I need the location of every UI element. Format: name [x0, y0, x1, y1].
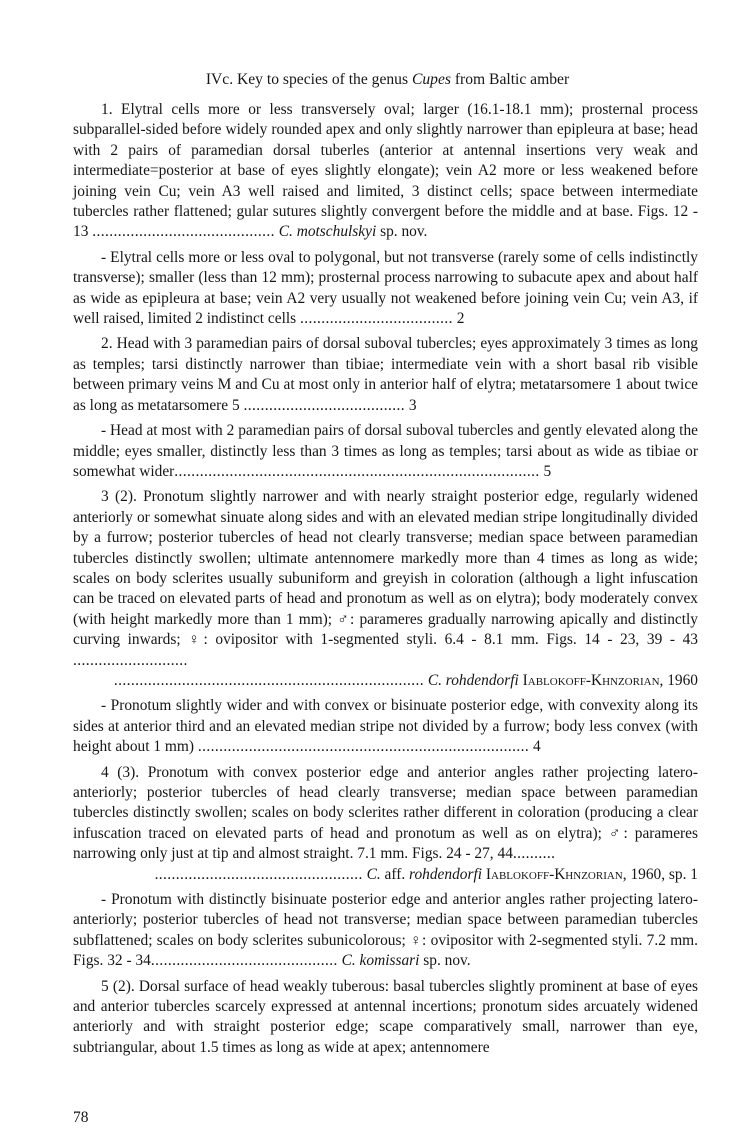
taxon-name: C. [366, 865, 381, 883]
heading-genus: Cupes [411, 71, 451, 88]
lead-number: 4 [533, 738, 541, 756]
section-heading [75, 70, 700, 90]
couplet-4-alt: - Pronotum with distinctly bisinuate posterior edge and anterior angles rather projecting latero-anteriorly; posterior tubercles of head not transverse; median space between paramedian tubercles subflattened; scales on body sclerites subunicolorous; ♀: ovipositor with 2-segmented styli. 7.2 mm. Figs. 32 - 34............................................ C. komissari sp. nov. [73, 891, 698, 970]
taxon-epithet: rohdendorfi [409, 865, 483, 883]
couplet-3: 3 (2). Pronotum slightly narrower and with nearly straight posterior edge, regularly widened anteriorly or somewhat sinuate along sides and with an elevated median stripe longitudinally divided by a furrow; posterior tubercles of head not clearly transverse; median space between paramedian tubercles distinctly swollen; ultimate antennomere markedly more than 4 times as long as wide; scales on body sclerites usually subuniform and greyish in coloration (although a light infuscation can be traced on elevated parts of head and pronotum as well as on elytra); body moderately convex (with height markedly more than 1 mm); ♂: parameres gradually narrowing apically and distinctly curving inwards; ♀: ovipositor with 1-segmented styli. 6.4 - 8.1 mm. Figs. 14 - 23, 39 - 43 ........................... ......................................................................... C. rohdendorfi Iablokoff-Khnzorian, 1960 [73, 488, 698, 689]
couplet-5: 5 (2). Dorsal surface of head weakly tuberous: basal tubercles slightly prominent at base of eyes and anterior tubercles scarcely expressed at antennal incertions; pronotum sides arcuately widened anteriorly and with straight posterior edge; scape comparatively small, narrower than eye, subtriangular, about 1.5 times as long as wide at apex; antennomere [73, 977, 698, 1056]
couplet-2-alt: - Head at most with 2 paramedian pairs of dorsal suboval tubercles and gently elevated along the middle; eyes smaller, distinctly less than 3 times as long as temples; tarsi about as wide as tibiae or somewhat wider...................................................................................... 5 [73, 422, 698, 480]
taxon-author: Iablokoff-Khnzorian [485, 865, 623, 883]
couplet-1-alt: - Elytral cells more or less oval to polygonal, but not transverse (rarely some of cells indistinctly transverse); smaller (less than 12 mm); prosternal process narrowing to subacute apex and about half as wide as epipleura at base; vein A2 very usually not weakened before joining vein Cu; vein A3, if well raised, limited 2 indistinct cells .................................... 2 [73, 248, 698, 328]
couplet-4: 4 (3). Pronotum with convex posterior edge and anterior angles rather projecting latero-anteriorly; posterior tubercles of head clearly transverse; median space between paramedian tubercles distinctly swollen; scales on body sclerites rather different in coloration (producing a clear infuscation traced on elevated parts of head and pronotum as well as on elytra); ♂: parameres narrowing only just at tip and almost straight. 7.1 mm. Figs. 24 - 27, 44.......... ................................................. C. aff. rohdendorfi Iablokoff-Khnzorian, 1960, sp. 1 [73, 763, 698, 883]
page-number: 78 [73, 1109, 89, 1126]
taxon-author: Iablokoff-Khnzorian [522, 671, 660, 689]
couplet-3-alt: - Pronotum slightly wider and with convex or bisinuate posterior edge, with convexity along its sides at anterior third and an elevated median stripe not divided by a furrow; body less convex (with height about 1 mm) .............................................................................. 4 [73, 697, 698, 756]
heading-text-end: from Baltic amber [450, 71, 570, 88]
lead-number: 5 [543, 462, 552, 480]
taxon-name: C. motschulskyi [278, 223, 377, 241]
couplet-1: 1. Elytral cells more or less transversely oval; larger (16.1-18.1 mm); prosternal process subparallel-sided before widely rounded apex and only slightly narrower than epipleura at base; head with 2 pairs of paramedian dorsal tuberles (anterior at antennal insertions very weak and intermediate=posterior at base of eyes slightly elongate); vein A2 more or less weakened before joining vein Cu; vein A3 well raised and limited, 3 distinct cells; space between intermediate tubercles rather flattened; gular sutures slightly convergent before the middle and at base. Figs. 12 - 13 ........................................... C. motschulskyi sp. nov. [73, 101, 698, 241]
taxon-name: C. rohdendorfi [427, 671, 519, 689]
lead-number: 3 [408, 396, 417, 414]
couplet-2: 2. Head with 3 paramedian pairs of dorsal suboval tubercles; eyes approximately 3 times as long as temples; tarsi distinctly narrower than tibiae; intermediate vein with a short basal rib visible between primary veins M and Cu at most only in anterior half of elytra; metatarsomere 1 about twice as long as metatarsomere 5 ...................................... 3 [73, 335, 698, 414]
taxon-name: C. komissari [341, 952, 420, 970]
identification-key [73, 100, 698, 1063]
heading-text: IVc. Key to species of the genus [205, 71, 412, 88]
lead-number: 2 [456, 310, 465, 328]
